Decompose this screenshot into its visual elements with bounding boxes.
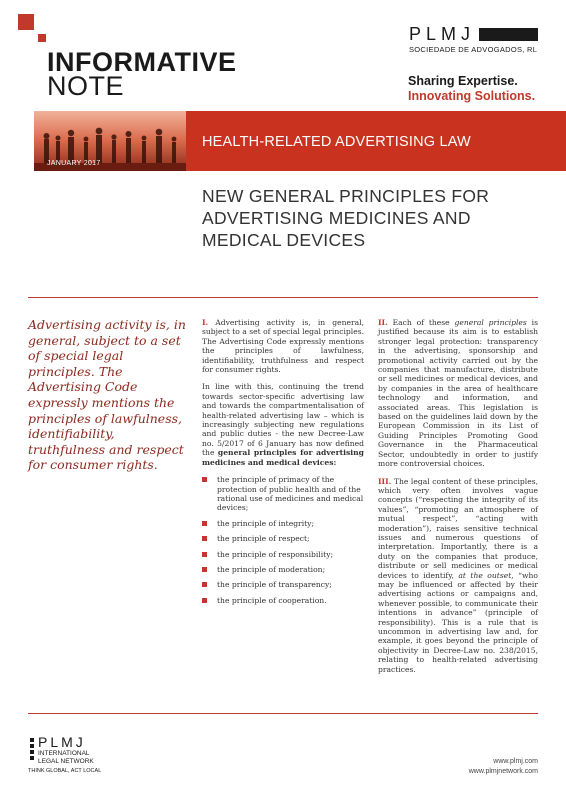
bullet-square (202, 552, 207, 557)
divider-top (28, 297, 538, 298)
logo-dot (30, 756, 34, 760)
logo-dot (30, 744, 34, 748)
topic-title: HEALTH-RELATED ADVERTISING LAW (202, 134, 471, 150)
footer-tagline: THINK GLOBAL, ACT LOCAL (28, 768, 102, 774)
logo-dot (30, 750, 34, 754)
logo-dot (30, 738, 34, 742)
emphasis: general principles (454, 318, 527, 327)
logo-bar (479, 28, 538, 41)
list-item: the principle of responsibility; (202, 550, 364, 559)
body-column-1 (202, 318, 364, 611)
slogan-line-2: Innovating Solutions. (408, 89, 536, 103)
bullet-square (202, 567, 207, 572)
issue-date: JANUARY 2017 (47, 160, 101, 167)
intro-paragraph (202, 382, 364, 467)
slogan-line-1: Sharing Expertise. (408, 74, 518, 88)
network-website-link[interactable]: www.plmjnetwork.com (468, 768, 538, 775)
bullet-square (202, 536, 207, 541)
section-1-paragraph (202, 318, 364, 374)
bullet-square (202, 582, 207, 587)
bullet-square (202, 521, 207, 526)
intro-bold: general principles for advertising medicines and medical devices: (202, 448, 364, 467)
list-item: the principle of primacy of the protection of public health and of the rational use of medicines and medical devices; (202, 475, 364, 513)
intro-text: In line with this, continuing the trend towards sector-specific advertising law and towards the compartmentalisation of health-related advertising law – which is increasingly subjecting new regulations and public duties - the new Decree-Law no. 5/2017 of 6 January has now defined the (202, 382, 364, 458)
body-column-2 (378, 318, 538, 682)
list-item: the principle of respect; (202, 534, 364, 543)
section-number: III. (378, 476, 392, 486)
doc-type-title: INFORMATIVE (47, 47, 237, 77)
section-3-paragraph: III. The legal content of these principles, which very often involves vague concepts (“respecting the integrity of its values”, “promoting an atmosphere of mutual respect”, “acting with moderation”), raises sensitive technical issues and numerous questions of interpretation. Importantly, there is a duty on the companies that produce, distribute or sell medicines or medical devices to identify, at the outset, “who may be influenced or affected by their advertising actions or campaigns and, whenever possible, to communicate their intentions in advance” (principle of responsibility). This is a rule that is uncommon in advertising law and, for example, it goes beyond the principle of objectivity in Decree-Law no. 238/2015, relating to health-related advertising practices. (378, 476, 538, 674)
bullet-square (202, 477, 207, 482)
decorative-square-large (18, 14, 34, 30)
logo-text: PLMJ (409, 24, 476, 44)
headline-line-3: MEDICAL DEVICES (202, 230, 366, 250)
headline-line-1: NEW GENERAL PRINCIPLES FOR (202, 186, 490, 206)
section-number: II. (378, 318, 388, 327)
footer-network-line-1: INTERNATIONAL (38, 750, 90, 757)
logo-subtitle: SOCIEDADE DE ADVOGADOS, RL (409, 45, 538, 54)
website-link[interactable]: www.plmj.com (493, 758, 538, 765)
list-item: the principle of cooperation. (202, 596, 364, 605)
footer-logo-text: PLMJ (38, 734, 86, 750)
emphasis: at the outset (458, 570, 512, 580)
headline-line-2: ADVERTISING MEDICINES AND (202, 208, 471, 228)
section-1-text: Advertising activity is, in general, subject to a set of special legal principles. The Advertising Code expressly mentions the principles of lawfulness, identifiability, truthfulness and respect for consumer rights. (202, 318, 364, 375)
principles-list (202, 475, 364, 605)
bullet-square (202, 598, 207, 603)
pull-quote: Advertising activity is, in general, subject to a set of special legal principles. The Advertising Code expressly mentions the principles of lawfulness, identifiability, truthfulness and respect for consumer rights. (28, 317, 186, 473)
headline (202, 185, 542, 251)
list-item: the principle of moderation; (202, 565, 364, 574)
plmj-logo (409, 25, 475, 44)
section-number: I. (202, 318, 209, 327)
decorative-square-small (38, 34, 46, 42)
doc-type-subtitle: NOTE (47, 71, 125, 101)
footer-network-line-2: LEGAL NETWORK (38, 758, 94, 765)
divider-bottom (28, 713, 538, 714)
list-item: the principle of integrity; (202, 519, 364, 528)
section-2-paragraph: II. Each of these general principles is justified because its aim is to establish stronger legal protection: transparency in the advertising, sponsorship and promotional activity carried out by the companies that manufacture, distribute or sell medicines or medical devices, and by companies in the area of healthcare technology and information, and associated areas. This legislation is based on the guidelines laid down by the European Commission in its List of Guiding Principles Promoting Good Governance in the Pharmaceutical Sector, undoubtedly in order to justify more controversial choices. (378, 318, 538, 469)
list-item: the principle of transparency; (202, 580, 364, 589)
